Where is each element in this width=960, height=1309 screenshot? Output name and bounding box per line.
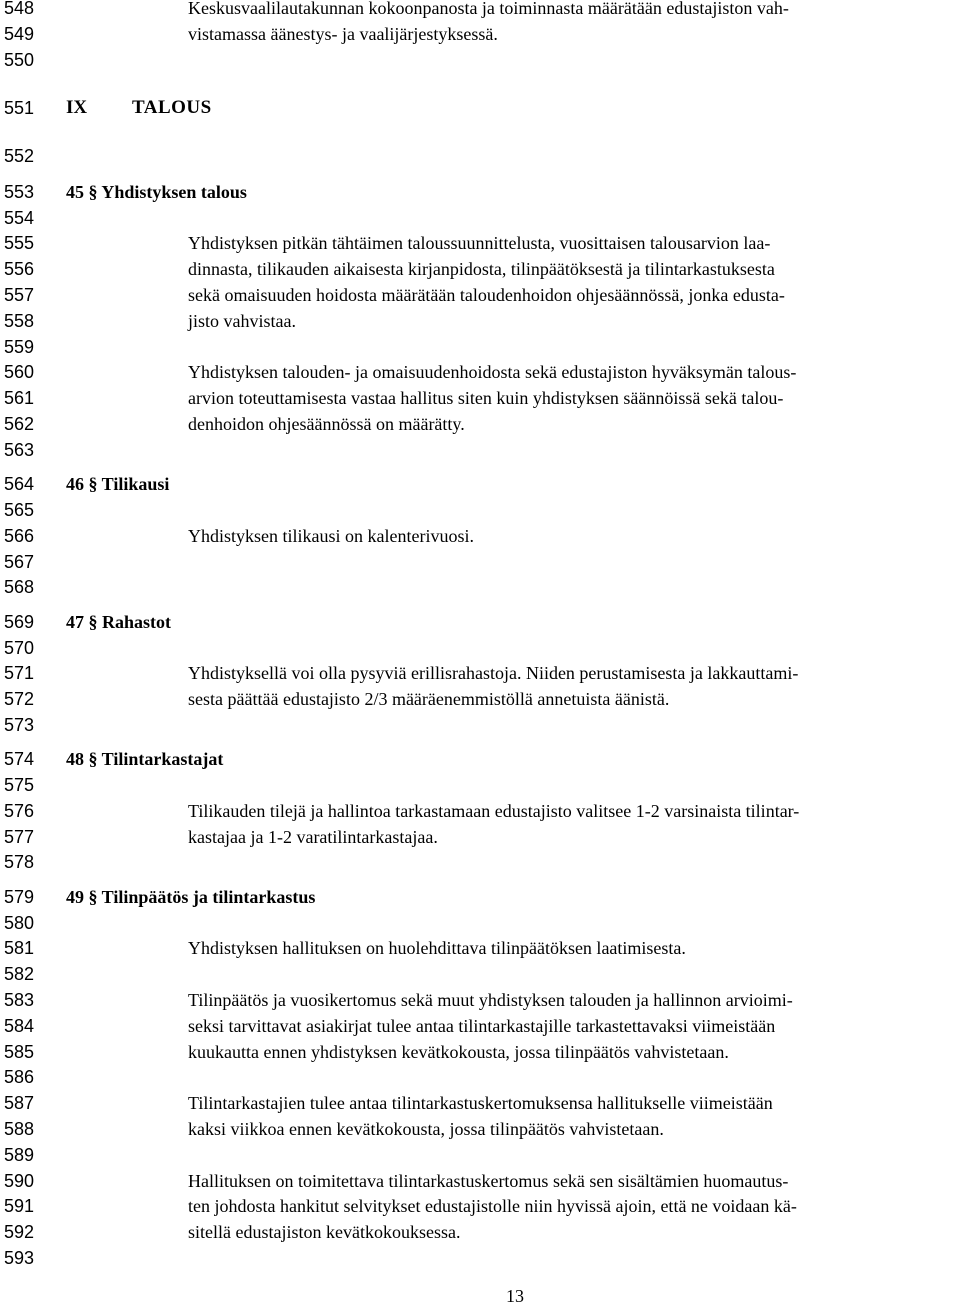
line-number: 551 [3,98,34,118]
paragraph-line: denhoidon ohjesäännössä on määrätty. [188,414,465,434]
paragraph-line: Tilinpäätös ja vuosikertomus sekä muut yhdistyksen talouden ja hallinnon arvioimi- [188,990,793,1010]
line-number: 583 [3,990,34,1010]
line-number: 593 [3,1248,34,1268]
line-number: 554 [3,208,34,228]
chapter-number: IX [66,97,88,118]
line-number: 586 [3,1067,34,1087]
paragraph-line: Yhdistyksen pitkän tähtäimen taloussuunnittelusta, vuosittaisen talousarvion laa- [188,233,771,253]
line-number: 548 [3,0,34,18]
section-heading-48: 48 § Tilintarkastajat [66,749,224,769]
line-number: 577 [3,827,34,847]
paragraph-line: Yhdistyksen talouden- ja omaisuudenhoidosta sekä edustajiston hyväksymän talous- [188,362,797,382]
line-number: 592 [3,1222,34,1242]
line-number: 553 [3,182,34,202]
line-number: 569 [3,612,34,632]
paragraph-line: kastajaa ja 1-2 varatilintarkastajaa. [188,827,438,847]
line-number: 561 [3,388,34,408]
paragraph-line: Tilintarkastajien tulee antaa tilintarkastuskertomuksensa hallitukselle viimeistään [188,1093,773,1113]
paragraph-line: dinnasta, tilikauden aikaisesta kirjanpidosta, tilinpäätöksestä ja tilintarkastuksesta [188,259,775,279]
line-number: 576 [3,801,34,821]
paragraph-line: Yhdistyksellä voi olla pysyviä erillisrahastoja. Niiden perustamisesta ja lakkauttami- [188,663,799,683]
line-number: 563 [3,440,34,460]
paragraph-line: seksi tarvittavat asiakirjat tulee antaa tilintarkastajille tarkastettavaksi viimeistään [188,1016,776,1036]
line-number: 574 [3,749,34,769]
line-number: 568 [3,577,34,597]
line-number: 559 [3,337,34,357]
line-number: 590 [3,1171,34,1191]
paragraph-line: jisto vahvistaa. [188,311,296,331]
line-number: 578 [3,852,34,872]
line-number: 565 [3,500,34,520]
paragraph-line: Hallituksen on toimitettava tilintarkastuskertomus sekä sen sisältämien huomautus- [188,1171,789,1191]
line-number: 571 [3,663,34,683]
paragraph-line: kaksi viikkoa ennen kevätkokousta, jossa tilinpäätös vahvistetaan. [188,1119,664,1139]
intro-line: vistamassa äänestys- ja vaalijärjestyksessä. [188,24,498,44]
intro-line: Keskusvaalilautakunnan kokoonpanosta ja toiminnasta määrätään edustajiston vah- [188,0,789,18]
paragraph-line: Tilikauden tilejä ja hallintoa tarkastamaan edustajisto valitsee 1-2 varsinaista tilintar- [188,801,800,821]
paragraph-line: sekä omaisuuden hoidosta määrätään taloudenhoidon ohjesäännössä, jonka edusta- [188,285,785,305]
line-number: 557 [3,285,34,305]
paragraph-line: Yhdistyksen tilikausi on kalenterivuosi. [188,526,474,546]
line-number: 589 [3,1145,34,1165]
paragraph-line: Yhdistyksen hallituksen on huolehdittava tilinpäätöksen laatimisesta. [188,938,686,958]
line-number: 573 [3,715,34,735]
line-number: 579 [3,887,34,907]
line-number: 570 [3,638,34,658]
line-number: 562 [3,414,34,434]
line-number: 581 [3,938,34,958]
line-number: 549 [3,24,34,44]
paragraph-line: arvion toteuttamisesta vastaa hallitus siten kuin yhdistyksen säännöissä sekä talou- [188,388,784,408]
section-heading-45: 45 § Yhdistyksen talous [66,182,247,202]
paragraph-line: sesta päättää edustajisto 2/3 määräenemmistöllä annetuista äänistä. [188,689,670,709]
line-number: 582 [3,964,34,984]
line-number: 587 [3,1093,34,1113]
paragraph-line: sitellä edustajiston kevätkokouksessa. [188,1222,461,1242]
chapter-title: TALOUS [132,97,212,118]
line-number: 572 [3,689,34,709]
line-number: 555 [3,233,34,253]
line-number: 567 [3,552,34,572]
paragraph-line: ten johdosta hankitut selvitykset edustajistolle niin hyvissä ajoin, että ne voidaan kä- [188,1196,797,1216]
line-number: 588 [3,1119,34,1139]
line-number: 584 [3,1016,34,1036]
paragraph-line: kuukautta ennen yhdistyksen kevätkokousta, jossa tilinpäätös vahvistetaan. [188,1042,729,1062]
line-number: 560 [3,362,34,382]
line-number: 556 [3,259,34,279]
line-number: 558 [3,311,34,331]
line-number: 591 [3,1196,34,1216]
section-heading-47: 47 § Rahastot [66,612,172,632]
line-number: 580 [3,913,34,933]
line-number: 566 [3,526,34,546]
line-number: 552 [3,146,34,166]
line-number: 585 [3,1042,34,1062]
line-number: 575 [3,775,34,795]
section-heading-49: 49 § Tilinpäätös ja tilintarkastus [66,887,316,907]
line-number: 564 [3,474,34,494]
section-heading-46: 46 § Tilikausi [66,474,170,494]
page-number: 13 [506,1286,524,1306]
line-number: 550 [3,50,34,70]
